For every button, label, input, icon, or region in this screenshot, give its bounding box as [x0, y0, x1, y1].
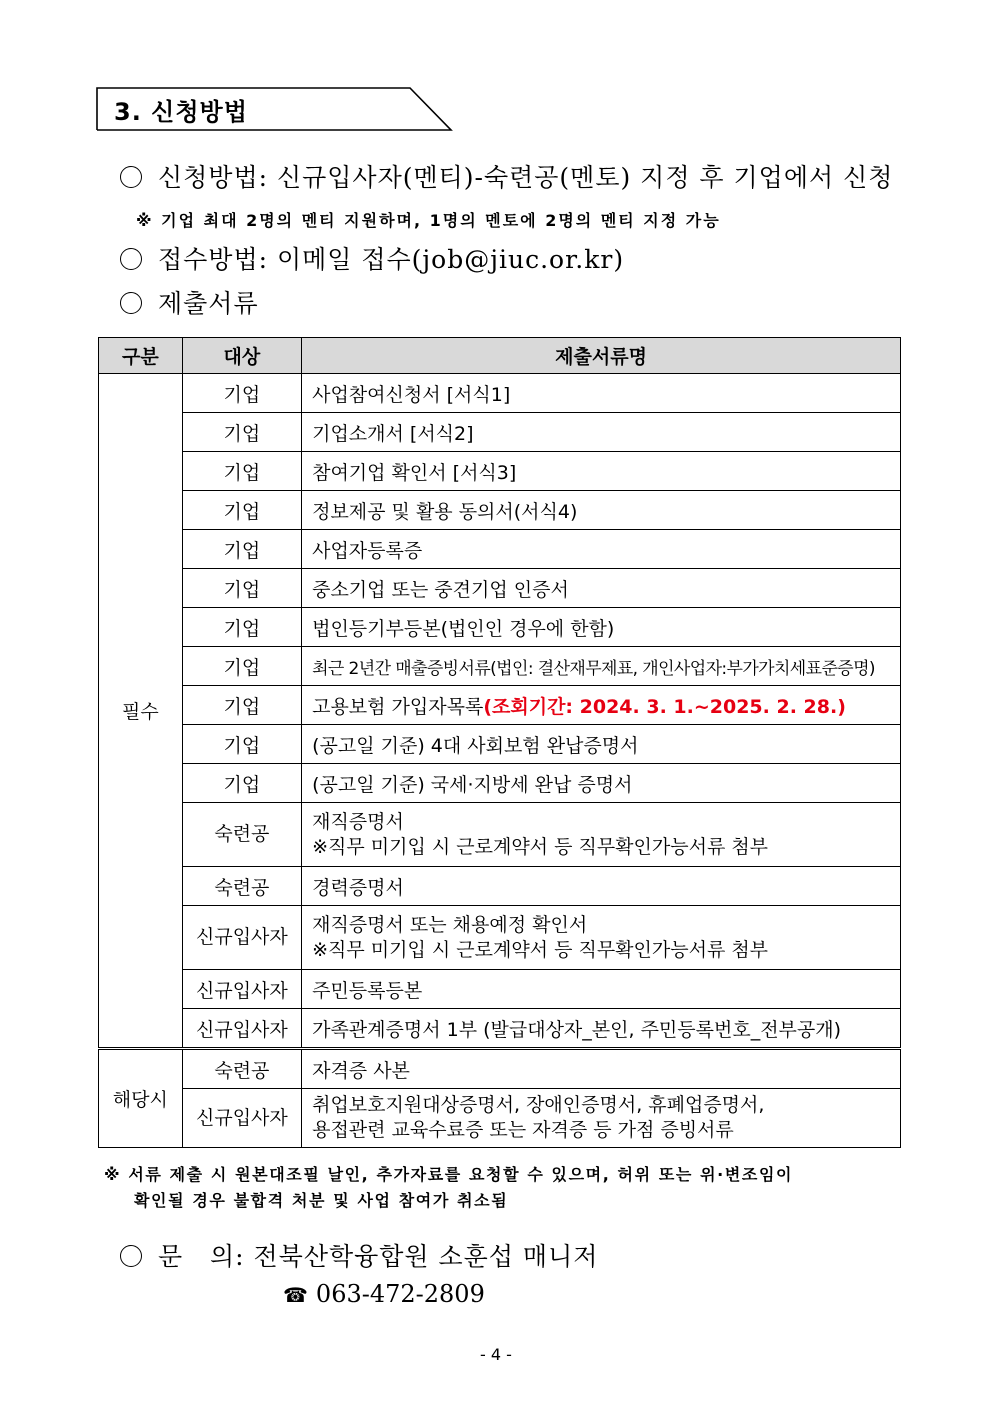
- row-target: 기업: [182, 413, 301, 452]
- row-target: 숙련공: [182, 867, 301, 906]
- phone-number: 063-472-2809: [315, 1280, 485, 1308]
- row-document: [302, 1089, 901, 1148]
- row-target: 기업: [182, 491, 301, 530]
- table-row: [99, 647, 901, 686]
- page-number: - 4 -: [480, 1345, 512, 1364]
- row-target: 기업: [182, 725, 301, 764]
- row-document-text: 고용보험 가입자목록: [312, 695, 484, 718]
- table-header-row: [99, 338, 901, 374]
- row-document-line1: 취업보호지원대상증명서, 장애인증명서, 휴폐업증명서,: [312, 1094, 765, 1116]
- row-document-line2: ※직무 미기입 시 근로계약서 등 직무확인가능서류 첨부: [312, 835, 769, 858]
- group-required: 필수: [99, 374, 183, 1049]
- group-conditional: 해당시: [99, 1049, 183, 1148]
- row-document: 가족관계증명서 1부 (발급대상자_본인, 주민등록번호_전부공개): [302, 1009, 901, 1049]
- inquiry-period-highlight: (조회기간: 2024. 3. 1.~2025. 2. 28.): [483, 695, 846, 718]
- bullet-reception: [120, 240, 624, 276]
- table-row: [99, 867, 901, 906]
- row-document: 기업소개서 [서식2]: [302, 413, 901, 452]
- row-document: 경력증명서: [302, 867, 901, 906]
- row-target: 신규입사자: [182, 970, 301, 1009]
- telephone-icon: ☎: [283, 1283, 308, 1307]
- row-document: 자격증 사본: [302, 1049, 901, 1089]
- row-document-line1: 재직증명서 또는 채용예정 확인서: [312, 913, 588, 936]
- table-row: [99, 803, 901, 867]
- inquiry-label: 문 의:: [158, 1242, 245, 1271]
- circle-bullet-icon: [120, 166, 142, 188]
- table-row: [99, 725, 901, 764]
- row-document: (공고일 기준) 4대 사회보험 완납증명서: [302, 725, 901, 764]
- row-target: 신규입사자: [182, 1089, 301, 1148]
- bullet-apply-method: [120, 158, 893, 194]
- row-target: 기업: [182, 530, 301, 569]
- circle-bullet-icon: [120, 1245, 142, 1267]
- row-target: 기업: [182, 608, 301, 647]
- row-document-line2: ※직무 미기입 시 근로계약서 등 직무확인가능서류 첨부: [312, 938, 769, 961]
- row-target: 숙련공: [182, 1049, 301, 1089]
- documents-table: [98, 337, 901, 1148]
- table-row: [99, 374, 901, 413]
- row-document: 중소기업 또는 중견기업 인증서: [302, 569, 901, 608]
- footnote-line1: ※ 서류 제출 시 원본대조필 날인, 추가자료를 요청할 수 있으며, 허위 또는 위·변조임이: [104, 1165, 794, 1184]
- table-row: [99, 1089, 901, 1148]
- row-document: 법인등기부등본(법인인 경우에 한함): [302, 608, 901, 647]
- row-target: 기업: [182, 686, 301, 725]
- bullet-documents: [120, 284, 259, 320]
- table-row: [99, 569, 901, 608]
- table-row: [99, 608, 901, 647]
- row-document: [302, 686, 901, 725]
- section-header: [96, 86, 456, 132]
- row-document-line1: 재직증명서: [312, 810, 404, 833]
- table-row: [99, 413, 901, 452]
- apply-method-text: 신청방법: 신규입사자(멘티)-숙련공(멘토) 지정 후 기업에서 신청: [158, 163, 894, 192]
- bullet-inquiry: [120, 1237, 598, 1273]
- section-title: 3. 신청방법: [114, 98, 248, 126]
- row-document: 최근 2년간 매출증빙서류(법인: 결산재무제표, 개인사업자:부가가치세표준증명): [302, 647, 901, 686]
- table-row: [99, 1009, 901, 1049]
- documents-text: 제출서류: [158, 289, 259, 318]
- header-category: 구분: [99, 338, 183, 374]
- row-document: (공고일 기준) 국세·지방세 완납 증명서: [302, 764, 901, 803]
- table-row: [99, 764, 901, 803]
- table-row: [99, 686, 901, 725]
- row-document: 사업자등록증: [302, 530, 901, 569]
- header-target: 대상: [182, 338, 301, 374]
- table-row: [99, 491, 901, 530]
- row-document: 정보제공 및 활용 동의서(서식4): [302, 491, 901, 530]
- row-target: 신규입사자: [182, 906, 301, 970]
- circle-bullet-icon: [120, 292, 142, 314]
- row-target: 기업: [182, 569, 301, 608]
- reception-text: 접수방법: 이메일 접수(job@jiuc.or.kr): [158, 245, 625, 274]
- row-target: 기업: [182, 452, 301, 491]
- row-target: 숙련공: [182, 803, 301, 867]
- apply-method-note: ※ 기업 최대 2명의 멘티 지원하며, 1명의 멘토에 2명의 멘티 지정 가능: [136, 211, 721, 230]
- row-target: 신규입사자: [182, 1009, 301, 1049]
- row-document: 주민등록등본: [302, 970, 901, 1009]
- row-document-line2: 용접관련 교육수료증 또는 자격증 등 가점 증빙서류: [312, 1119, 734, 1141]
- header-document: 제출서류명: [302, 338, 901, 374]
- row-target: 기업: [182, 764, 301, 803]
- row-target: 기업: [182, 374, 301, 413]
- row-target: 기업: [182, 647, 301, 686]
- table-row: [99, 970, 901, 1009]
- table-row: [99, 452, 901, 491]
- footnote-line2: 확인될 경우 불합격 처분 및 사업 참여가 취소됨: [134, 1191, 509, 1210]
- circle-bullet-icon: [120, 248, 142, 270]
- row-document: 사업참여신청서 [서식1]: [302, 374, 901, 413]
- footnote: [104, 1162, 904, 1214]
- phone-line: [283, 1280, 485, 1308]
- table-row: [99, 1049, 901, 1089]
- inquiry-contact: 전북산학융합원 소훈섭 매니저: [253, 1242, 599, 1271]
- row-document: [302, 906, 901, 970]
- table-row: [99, 906, 901, 970]
- table-row: [99, 530, 901, 569]
- row-document: 참여기업 확인서 [서식3]: [302, 452, 901, 491]
- row-document: [302, 803, 901, 867]
